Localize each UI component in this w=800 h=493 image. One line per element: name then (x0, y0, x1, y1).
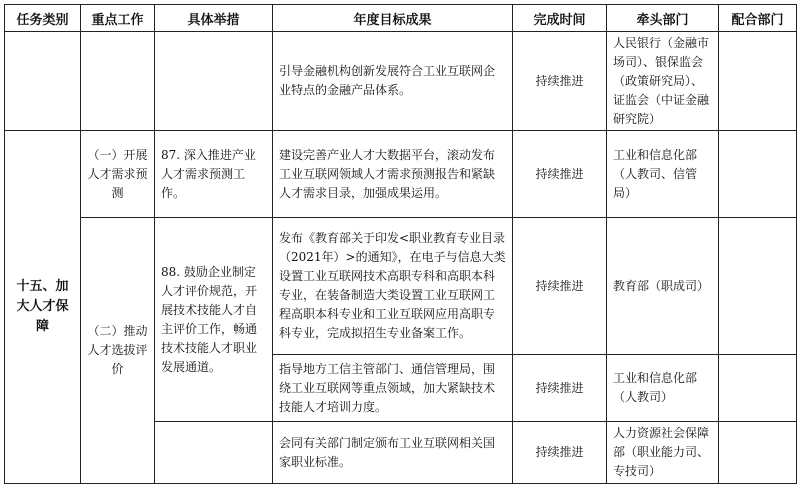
key-work-cell (81, 32, 155, 131)
time-cell: 持续推进 (513, 218, 607, 355)
lead-dept-cell: 人民银行（金融市场司）、银保监会（政策研究局）、证监会（中证金融研究院） (607, 32, 719, 131)
category-cell: 十五、加大人才保障 (5, 131, 81, 484)
header-goal: 年度目标成果 (273, 5, 513, 32)
header-row (5, 5, 797, 32)
category-cell (5, 32, 81, 131)
measure-cell (155, 32, 273, 131)
support-dept-cell (719, 131, 797, 218)
lead-dept-cell: 工业和信息化部（人教司、信管局） (607, 131, 719, 218)
key-work-cell: （一）开展人才需求预测 (81, 131, 155, 218)
support-dept-cell (719, 218, 797, 355)
goal-cell: 会同有关部门制定颁布工业互联网相关国家职业标准。 (273, 422, 513, 484)
time-cell: 持续推进 (513, 355, 607, 422)
goal-cell: 指导地方工信主管部门、通信管理局，围绕工业互联网等重点领域，加大紧缺技术技能人才培训力度。 (273, 355, 513, 422)
time-cell: 持续推进 (513, 32, 607, 131)
measure-cell: 88. 鼓励企业制定人才评价规范，开展技术技能人才自主评价工作，畅通技术技能人才职业发展通道。 (155, 218, 273, 422)
task-table (4, 4, 797, 484)
header-measure: 具体举措 (155, 5, 273, 32)
support-dept-cell (719, 355, 797, 422)
support-dept-cell (719, 422, 797, 484)
header-lead-dept: 牵头部门 (607, 5, 719, 32)
goal-cell: 引导金融机构创新发展符合工业互联网企业特点的金融产品体系。 (273, 32, 513, 131)
lead-dept-cell: 工业和信息化部（人教司） (607, 355, 719, 422)
key-work-cell: （二）推动人才选拔评价 (81, 218, 155, 484)
header-key-work: 重点工作 (81, 5, 155, 32)
goal-cell: 发布《教育部关于印发<职业教育专业目录（2021年）>的通知》，在电子与信息大类设置工业互联网技术高职专科和高职本科专业，在装备制造大类设置工业互联网工程高职本科专业和工业互联网应用高职专科专业，完成拟招生专业备案工作。 (273, 218, 513, 355)
measure-cell: 87. 深入推进产业人才需求预测工作。 (155, 131, 273, 218)
table-row (5, 218, 797, 355)
table-row (5, 32, 797, 131)
support-dept-cell (719, 32, 797, 131)
header-time: 完成时间 (513, 5, 607, 32)
table-row (5, 131, 797, 218)
lead-dept-cell: 人力资源社会保障部（职业能力司、专技司） (607, 422, 719, 484)
time-cell: 持续推进 (513, 422, 607, 484)
header-support-dept: 配合部门 (719, 5, 797, 32)
time-cell: 持续推进 (513, 131, 607, 218)
goal-cell: 建设完善产业人才大数据平台，滚动发布工业互联网领域人才需求预测报告和紧缺人才需求目录，加强成果运用。 (273, 131, 513, 218)
header-category: 任务类别 (5, 5, 81, 32)
measure-cell-empty (155, 422, 273, 484)
lead-dept-cell: 教育部（职成司） (607, 218, 719, 355)
